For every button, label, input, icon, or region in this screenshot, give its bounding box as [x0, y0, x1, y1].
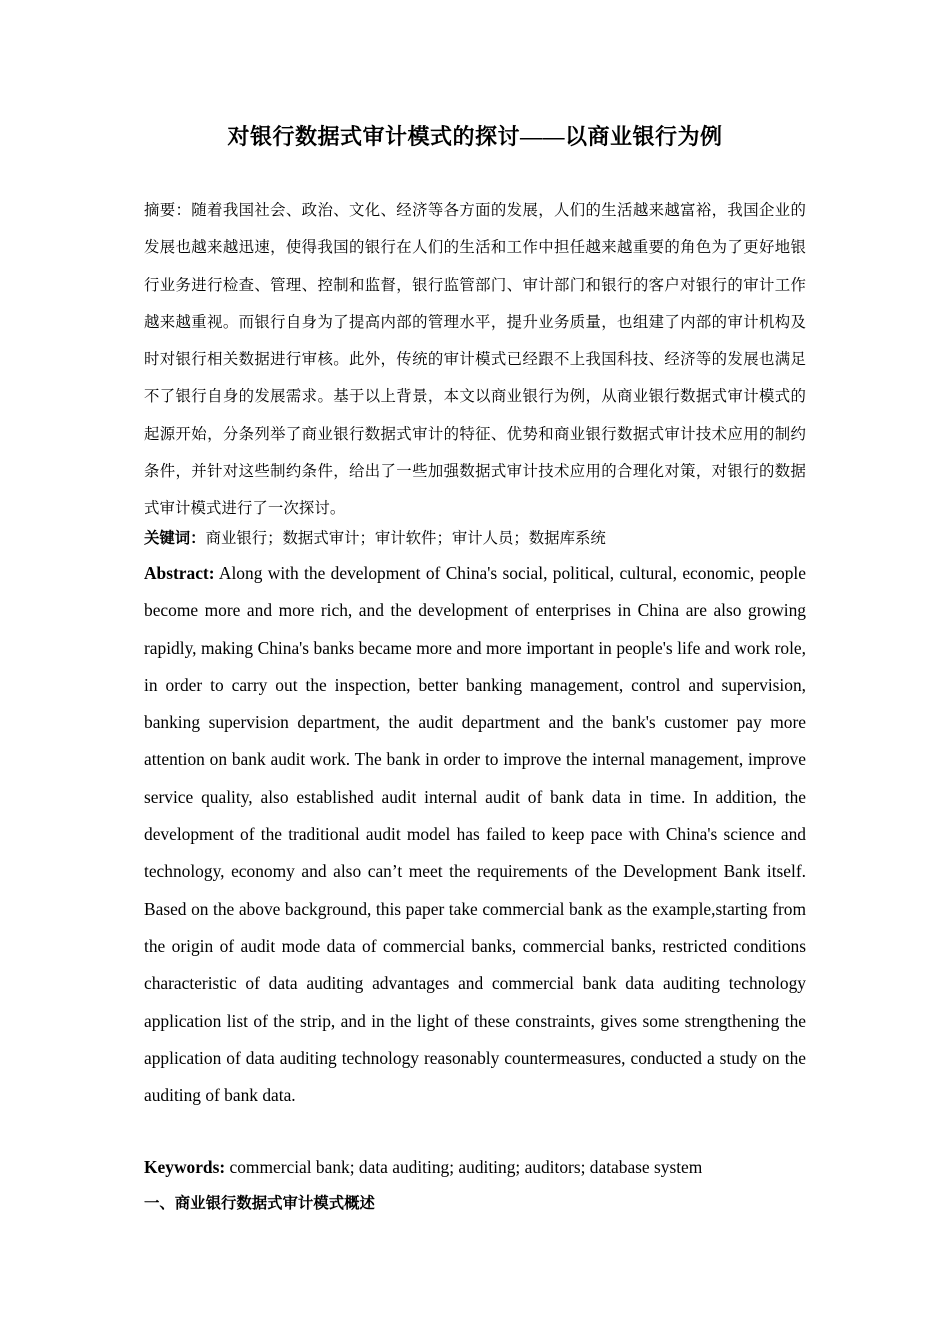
english-abstract-text: Along with the development of China's social, political, cultural, economic, people become more and more rich, and the development of enterprises in China are also growing rapidly, making China's banks became more and more important in people's life and work role, in order to carry out the inspection, better banking management, control and supervision, banking supervision department, the audit department and the bank's customer pay more attention on bank audit work. The bank in order to improve the internal management, improve service quality, also established audit internal audit of bank data in time. In addition, the development of the traditional audit model has failed to keep pace with China's science and technology, economy and also can’t meet the requirements of the Development Bank itself. Based on the above background, this paper take commercial bank as the example,starting from the origin of audit mode data of commercial banks, commercial banks, restricted conditions characteristic of data auditing advantages and commercial bank data auditing technology application list of the strip, and in the light of these constraints, gives some strengthening the application of data auditing technology reasonably countermeasures, conducted a study on the auditing of bank data.	[144, 563, 806, 1106]
chinese-keywords	[144, 526, 806, 552]
english-abstract-label: Abstract:	[144, 563, 215, 583]
english-keywords-label: Keywords:	[144, 1157, 226, 1177]
chinese-abstract: 摘要：随着我国社会、政治、文化、经济等各方面的发展，人们的生活越来越富裕，我国企业的发展也越来越迅速，使得我国的银行在人们的生活和工作中担任越来越重要的角色为了更好地银行业务进行检查、管理、控制和监督，银行监管部门、审计部门和银行的客户对银行的审计工作越来越重视。而银行自身为了提高内部的管理水平，提升业务质量，也组建了内部的审计机构及时对银行相关数据进行审核。此外，传统的审计模式已经跟不上我国科技、经济等的发展也满足不了银行自身的发展需求。基于以上背景，本文以商业银行为例，从商业银行数据式审计模式的起源开始，分条列举了商业银行数据式审计的特征、优势和商业银行数据式审计技术应用的制约条件，并针对这些制约条件，给出了一些加强数据式审计技术应用的合理化对策，对银行的数据式审计模式进行了一次探讨。	[144, 202, 806, 518]
section-heading: 一、商业银行数据式审计模式概述	[144, 1195, 375, 1212]
english-keywords-text: commercial bank; data auditing; auditing; auditors; database system	[225, 1157, 703, 1177]
chinese-keywords-label: 关键词：	[144, 530, 206, 547]
document-title: 对银行数据式审计模式的探讨——以商业银行为例	[227, 124, 723, 149]
chinese-keywords-text: 商业银行；数据式审计；审计软件；审计人员；数据库系统	[205, 530, 606, 547]
english-keywords	[144, 1152, 806, 1182]
english-abstract	[144, 555, 806, 1114]
